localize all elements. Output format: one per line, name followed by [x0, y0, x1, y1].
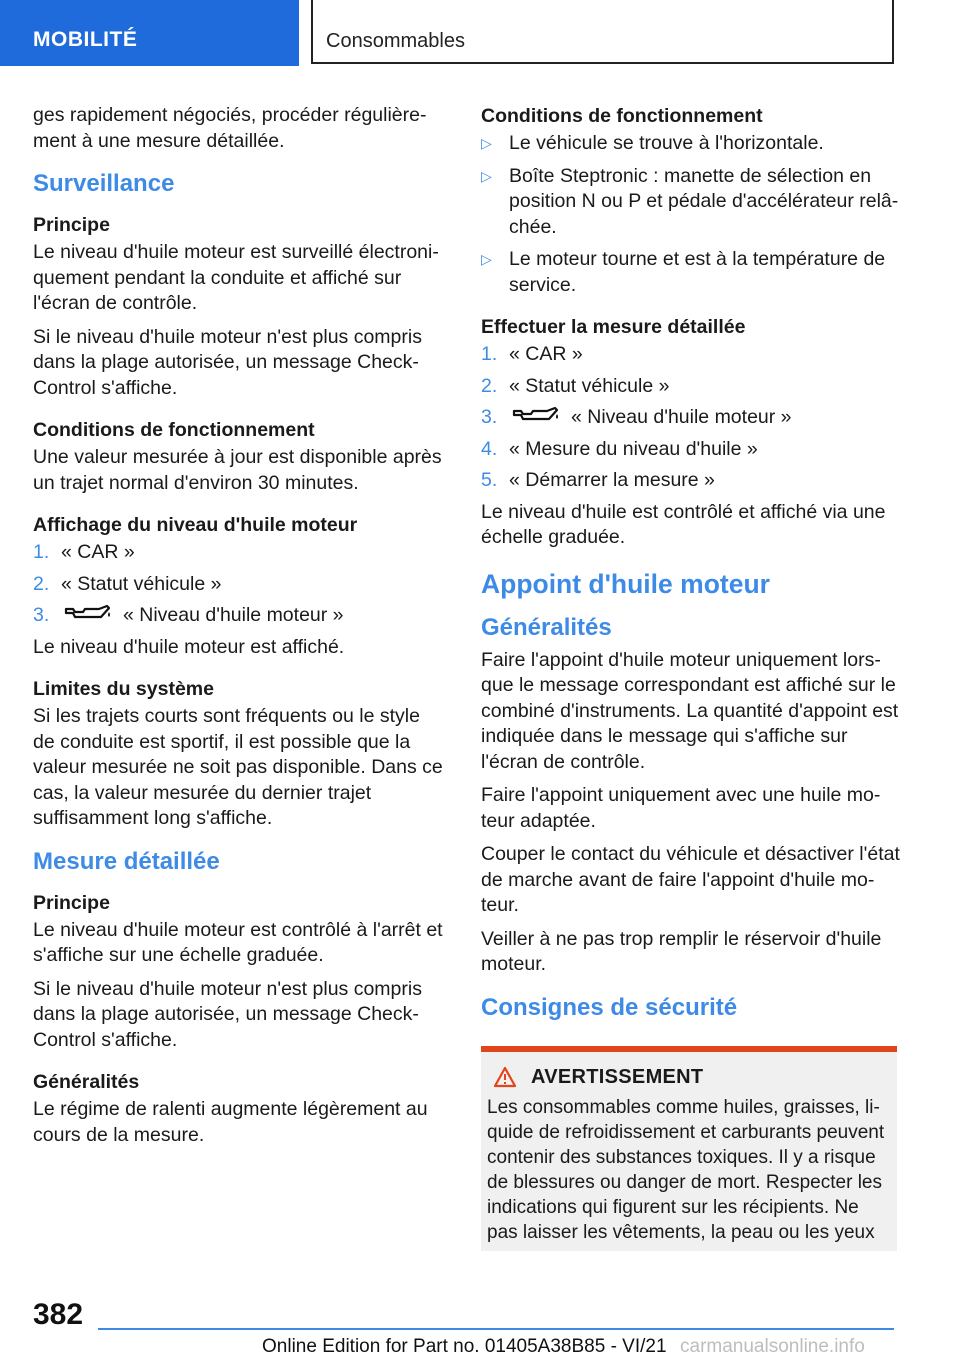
step-number: 3. [481, 406, 498, 428]
warning-box [481, 1046, 897, 1251]
heading-surveillance: Surveillance [33, 170, 175, 197]
list-item [33, 540, 443, 566]
warning-title: AVERTISSEMENT [531, 1065, 704, 1088]
warning-header [487, 1066, 889, 1089]
heading-mesure-detaillee: Mesure détaillée [33, 847, 220, 875]
step-text: « Démarrer la mesure » [509, 469, 715, 491]
list-item [481, 247, 901, 298]
subheading-limites: Limites du système [33, 678, 214, 700]
watermark: carmanualsonline.info [680, 1336, 865, 1357]
list-item [481, 468, 901, 494]
list-item-text: Boîte Steptronic : manette de sélection en position N ou P et pédale d'accélérateur relâ-chée. [509, 164, 899, 238]
header-section-label: MOBILITÉ [33, 28, 138, 51]
subheading-conditions: Conditions de fonctionnement [33, 419, 315, 441]
paragraph: Si le niveau d'huile moteur n'est plus compris dans la plage autorisée, un message Check-Control s'affiche. [33, 325, 422, 399]
oil-can-icon [63, 603, 113, 623]
subheading-principe: Principe [33, 891, 110, 914]
subheading-effectuer: Effectuer la mesure détaillée [481, 316, 746, 338]
heading-consignes: Consignes de sécurité [481, 993, 738, 1021]
list-item [481, 164, 901, 241]
step-text: « Mesure du niveau d'huile » [509, 437, 758, 460]
header-chapter-label: Consommables [326, 30, 465, 52]
list-item [481, 342, 901, 368]
list-item-text: Le moteur tourne et est à la température de service. [509, 248, 886, 296]
triangle-right-icon: ▷ [481, 167, 492, 184]
triangle-right-icon: ▷ [481, 251, 492, 267]
list-item [33, 603, 443, 629]
paragraph: Une valeur mesurée à jour est disponible après un trajet normal d'environ 30 minutes. [33, 446, 442, 494]
list-item [481, 374, 901, 400]
step-number: 1. [33, 541, 50, 563]
paragraph: Le niveau d'huile est contrôlé et affiché via une échelle graduée. [481, 500, 886, 548]
header-section-tab [0, 0, 299, 66]
step-text: « CAR » [509, 343, 583, 365]
paragraph: Si le niveau d'huile moteur n'est plus compris dans la plage autorisée, un message Check-Control s'affiche. [33, 977, 422, 1051]
warning-triangle-icon [493, 1066, 517, 1088]
step-text: « Niveau d'huile moteur » [571, 406, 792, 428]
step-number: 3. [33, 604, 50, 626]
steps-list [481, 342, 901, 494]
heading-generalites: Généralités [481, 613, 612, 641]
paragraph: Faire l'appoint uniquement avec une huile mo-teur adaptée. [481, 784, 881, 832]
step-number: 2. [33, 572, 50, 595]
footer-divider [98, 1328, 894, 1330]
paragraph: Faire l'appoint d'huile moteur uniquement lors-que le message correspondant est affiché sur le combiné d'instruments. La quantité d'appoint est indiquée dans le message qui s'affiche sur l'écran de contrôle. [481, 648, 899, 773]
list-item [481, 405, 901, 431]
step-text: « Niveau d'huile moteur » [123, 604, 344, 626]
footer-edition: Online Edition for Part no. 01405A38B85 - VI/21 [262, 1336, 667, 1357]
paragraph: Le niveau d'huile moteur est affiché. [33, 635, 345, 658]
subheading-generalites: Généralités [33, 1071, 140, 1093]
page-number: 382 [33, 1298, 84, 1331]
paragraph: Veiller à ne pas trop remplir le réservoir d'huile moteur. [481, 927, 882, 975]
list-item-text: Le véhicule se trouve à l'horizontale. [509, 132, 824, 154]
right-column [481, 103, 901, 1251]
oil-can-icon [511, 405, 561, 425]
triangle-right-icon: ▷ [481, 135, 492, 151]
step-number: 1. [481, 343, 498, 365]
step-number: 2. [481, 374, 498, 397]
left-column [33, 103, 443, 1156]
list-item [481, 437, 901, 463]
header-chapter-box [311, 0, 894, 64]
intro-paragraph: ges rapidement négociés, procéder régulière-ment à une mesure détaillée. [33, 104, 427, 152]
paragraph: Le régime de ralenti augmente légèrement au cours de la mesure. [33, 1098, 428, 1146]
paragraph: Le niveau d'huile moteur est surveillé électroni-quement pendant la conduite et affiché sur l'écran de contrôle. [33, 241, 439, 314]
subheading-affichage: Affichage du niveau d'huile moteur [33, 514, 358, 536]
subheading-principe: Principe [33, 214, 110, 236]
step-text: « Statut véhicule » [509, 374, 670, 397]
step-text: « CAR » [61, 541, 135, 563]
step-text: « Statut véhicule » [61, 572, 222, 595]
paragraph: Si les trajets courts sont fréquents ou le style de conduite est sportif, il est possible que la valeur mesurée ne soit pas disponible. Dans ce cas, la valeur mesurée du dernier trajet suffisamment long s'affiche. [33, 705, 443, 829]
list-item [481, 131, 901, 157]
paragraph: Le niveau d'huile moteur est contrôlé à l'arrêt et s'affiche sur une échelle graduée. [33, 918, 443, 966]
subheading-conditions: Conditions de fonctionnement [481, 105, 763, 127]
steps-list [33, 540, 443, 629]
list-item [33, 572, 443, 598]
heading-appoint: Appoint d'huile moteur [481, 568, 770, 599]
paragraph: Couper le contact du véhicule et désactiver l'état de marche avant de faire l'appoint d'huile mo-teur. [481, 843, 900, 916]
step-number: 5. [481, 469, 498, 491]
step-number: 4. [481, 437, 498, 460]
conditions-list [481, 131, 901, 298]
warning-text: Les consommables comme huiles, graisses, li-quide de refroidissement et carburants peuvent contenir des substances toxiques. Il y a risque de blessures ou danger de mort. Respecter les indications qui figurent sur les récipients. Ne pas laisser les vêtements, la peau ou les yeux [487, 1096, 885, 1243]
